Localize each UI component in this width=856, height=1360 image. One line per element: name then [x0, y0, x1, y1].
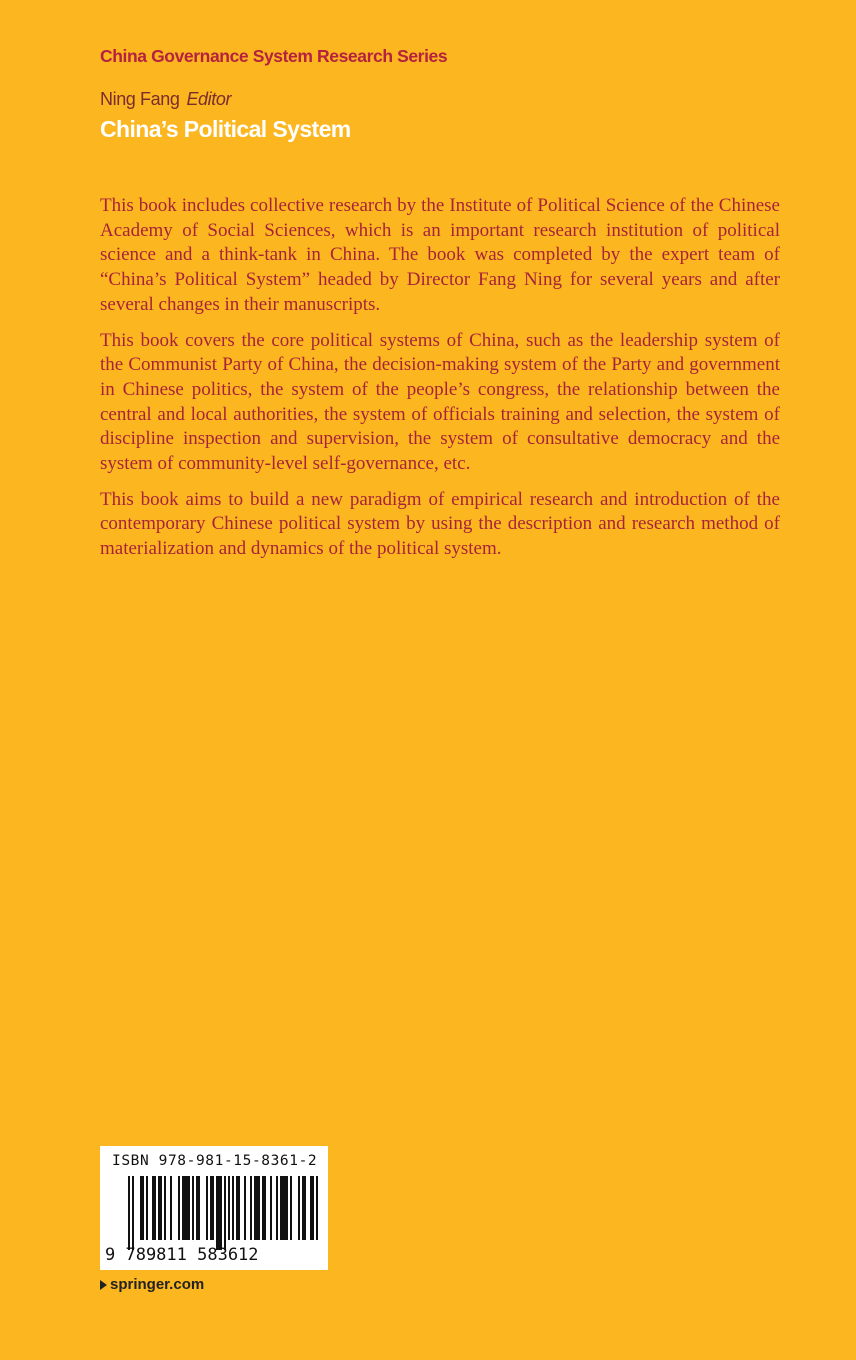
- barcode-bar: [280, 1176, 288, 1240]
- barcode-bar: [270, 1176, 272, 1240]
- barcode-bar: [224, 1176, 226, 1250]
- barcode-bar: [158, 1176, 162, 1240]
- triangle-arrow-icon: [100, 1280, 107, 1290]
- barcode-digits: 9 789811 583612: [105, 1245, 259, 1265]
- barcode-bar: [182, 1176, 190, 1240]
- blurb-paragraph-2: This book covers the core political systems of China, such as the leadership system of the Communist Party of China, the decision-making system of the Party and government in Chinese politics, the system of the people’s congress, the relationship between the central and local authorities, the system of officials training and selection, the system of discipline inspection and supervision, the system of consultative democracy and the system of community-level self-governance, etc.: [100, 329, 780, 475]
- barcode-bar: [244, 1176, 246, 1240]
- barcode-bar: [152, 1176, 156, 1240]
- barcode-bar: [132, 1176, 134, 1250]
- barcode-bar: [216, 1176, 222, 1250]
- barcode-bar: [232, 1176, 234, 1240]
- barcode-bar: [254, 1176, 260, 1240]
- isbn-text: ISBN 978-981-15-8361-2: [112, 1153, 318, 1169]
- blurb-paragraph-1: This book includes collective research by the Institute of Political Science of the Chinese Academy of Social Sciences, which is an important research institution of political science and a think-tank in China. The book was completed by the expert team of “China’s Political System” headed by Director Fang Ning for several years and after several changes in their manuscripts.: [100, 195, 780, 315]
- barcode-bar: [262, 1176, 266, 1240]
- series-title: China Governance System Research Series: [100, 46, 448, 66]
- barcode-bar: [164, 1176, 166, 1240]
- publisher-website: springer.com: [110, 1276, 205, 1293]
- editor-role: Editor: [186, 89, 232, 109]
- barcode-bar: [170, 1176, 172, 1240]
- editor-name: Ning Fang: [100, 89, 180, 109]
- barcode-bar: [140, 1176, 144, 1240]
- isbn-barcode: [100, 1146, 328, 1270]
- book-title: China’s Political System: [100, 116, 351, 142]
- barcode-bar: [178, 1176, 180, 1240]
- blurb: [100, 194, 780, 573]
- blurb-paragraph-3: This book aims to build a new paradigm of empirical research and introduction of the contemporary Chinese political system by using the description and research method of materialization and dynamics of the political system.: [100, 488, 780, 560]
- publisher-link[interactable]: [100, 1276, 204, 1293]
- barcode-bar: [146, 1176, 148, 1240]
- barcode-bar: [310, 1176, 314, 1240]
- barcode-bar: [128, 1176, 130, 1250]
- editor-line: [100, 89, 231, 110]
- barcode-bar: [250, 1176, 252, 1240]
- barcode-bar: [210, 1176, 214, 1240]
- barcode-bar: [228, 1176, 230, 1240]
- barcode-bar: [298, 1176, 300, 1240]
- barcode-bar: [206, 1176, 208, 1240]
- barcode-bar: [192, 1176, 194, 1240]
- barcode-bar: [302, 1176, 306, 1240]
- barcode-bar: [316, 1176, 318, 1240]
- barcode-bar: [236, 1176, 240, 1240]
- barcode-bar: [196, 1176, 200, 1240]
- barcode-bar: [276, 1176, 278, 1240]
- barcode-bar: [290, 1176, 292, 1240]
